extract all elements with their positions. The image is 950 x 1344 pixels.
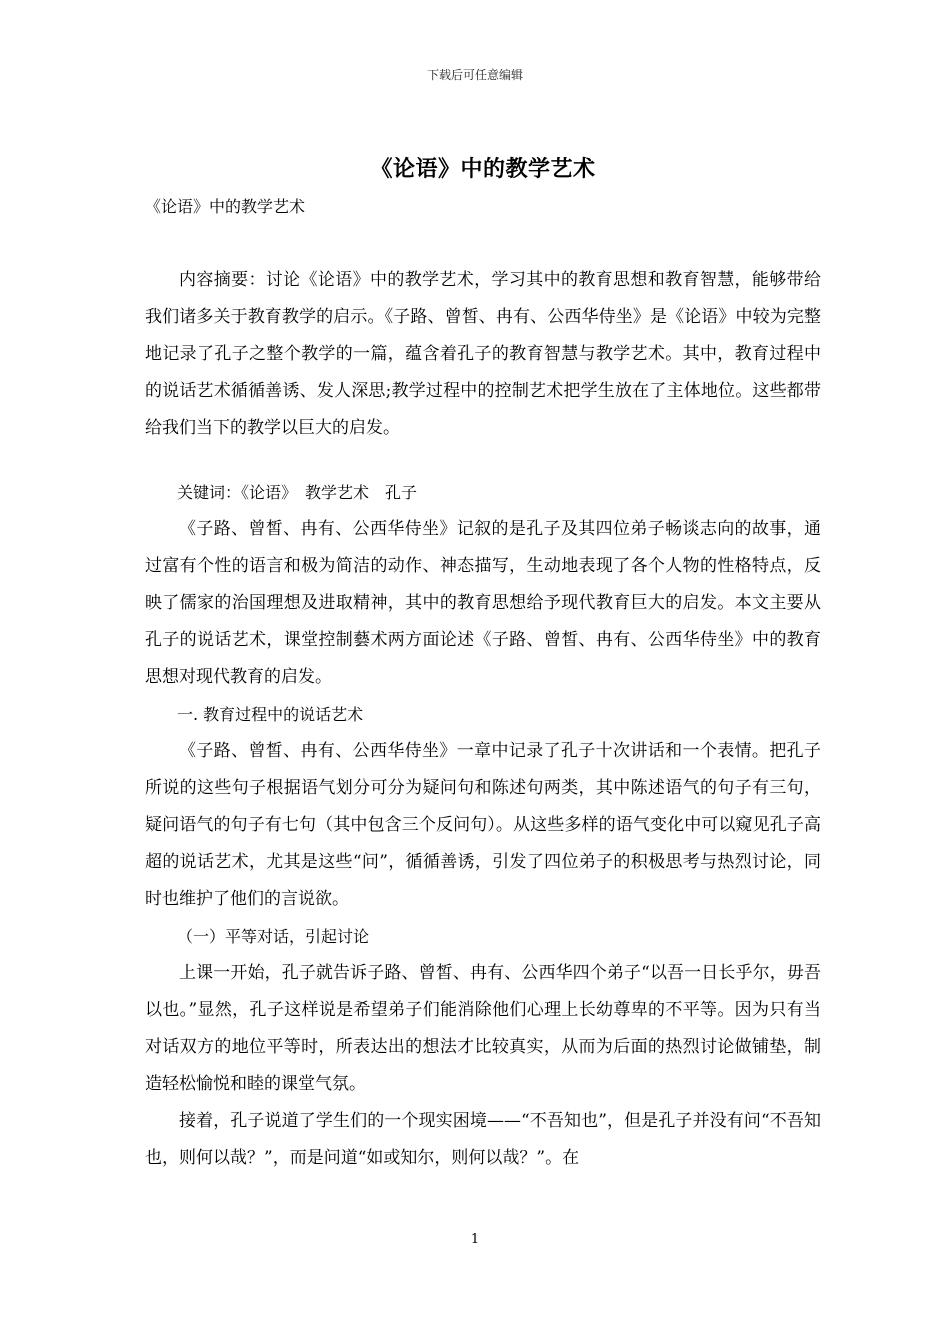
intro-paragraph: 《子路、曾皙、冉有、公西华侍坐》记叙的是孔子及其四位弟子畅谈志向的故事，通过富有个性的语言和极为简洁的动作、神态描写，生动地表现了各个人物的性格特点，反映了儒家的治国理想及进取精神，其中的教育思想给予现代教育巨大的启发。本文主要从孔子的说话艺术，课堂控制藝术两方面论述《子路、曾皙、冉有、公西华侍坐》中的教育思想对现代教育的启发。 [145, 519, 821, 687]
subsection-heading-1: （一）平等对话，引起讨论 [177, 927, 370, 946]
document-subtitle: 《论语》中的教学艺术 [145, 197, 306, 216]
body-paragraph: 接着，孔子说道了学生们的一个现实困境——“不吾知也”，但是孔子并没有问“不吾知也，则何以哉？”，而是问道“如或知尔，则何以哉？”。在 [145, 1111, 821, 1168]
abstract-paragraph: 内容摘要：讨论《论语》中的教学艺术，学习其中的教育思想和教育智慧，能够带给我们诸多关于教育教学的启示。《子路、曾皙、冉有、公西华侍坐》是《论语》中较为完整地记录了孔子之整个教学的一篇，蕴含着孔子的教育智慧与教学艺术。其中，教育过程中的说话艺术循循善诱、发人深思;教学过程中的控制艺术把学生放在了主体地位。这些都带给我们当下的教学以巨大的启发。 [145, 270, 821, 438]
document-body [145, 152, 821, 1177]
body-paragraph: 上课一开始，孔子就告诉子路、曾皙、冉有、公西华四个弟子“以吾一日长乎尔，毋吾以也。”显然，孔子这样说是希望弟子们能消除他们心理上长幼尊卑的不平等。因为只有当对话双方的地位平等时，所表达出的想法才比较真实，从而为后面的热烈讨论做铺垫，制造轻松愉悦和睦的课堂气氛。 [145, 963, 821, 1094]
page-header: 下载后可任意编辑 [426, 68, 523, 82]
body-paragraph: 《子路、曾皙、冉有、公西华侍坐》一章中记录了孔子十次讲话和一个表情。把孔子所说的这些句子根据语气划分可分为疑问句和陈述句两类，其中陈述语气的句子有三句，疑问语气的句子有七句（其中包含三个反问句）。从这些多样的语气变化中可以窥见孔子高超的说话艺术，尤其是这些“问”，循循善诱，引发了四位弟子的积极思考与热烈讨论，同时也维护了他们的言说欲。 [145, 741, 821, 909]
keywords-line: 关键词：《论语》 教学艺术 孔子 [177, 483, 418, 502]
section-heading-1: 一. 教育过程中的说话艺术 [177, 705, 364, 724]
page-number: 1 [470, 1232, 480, 1247]
document-title: 《论语》中的教学艺术 [370, 157, 596, 182]
